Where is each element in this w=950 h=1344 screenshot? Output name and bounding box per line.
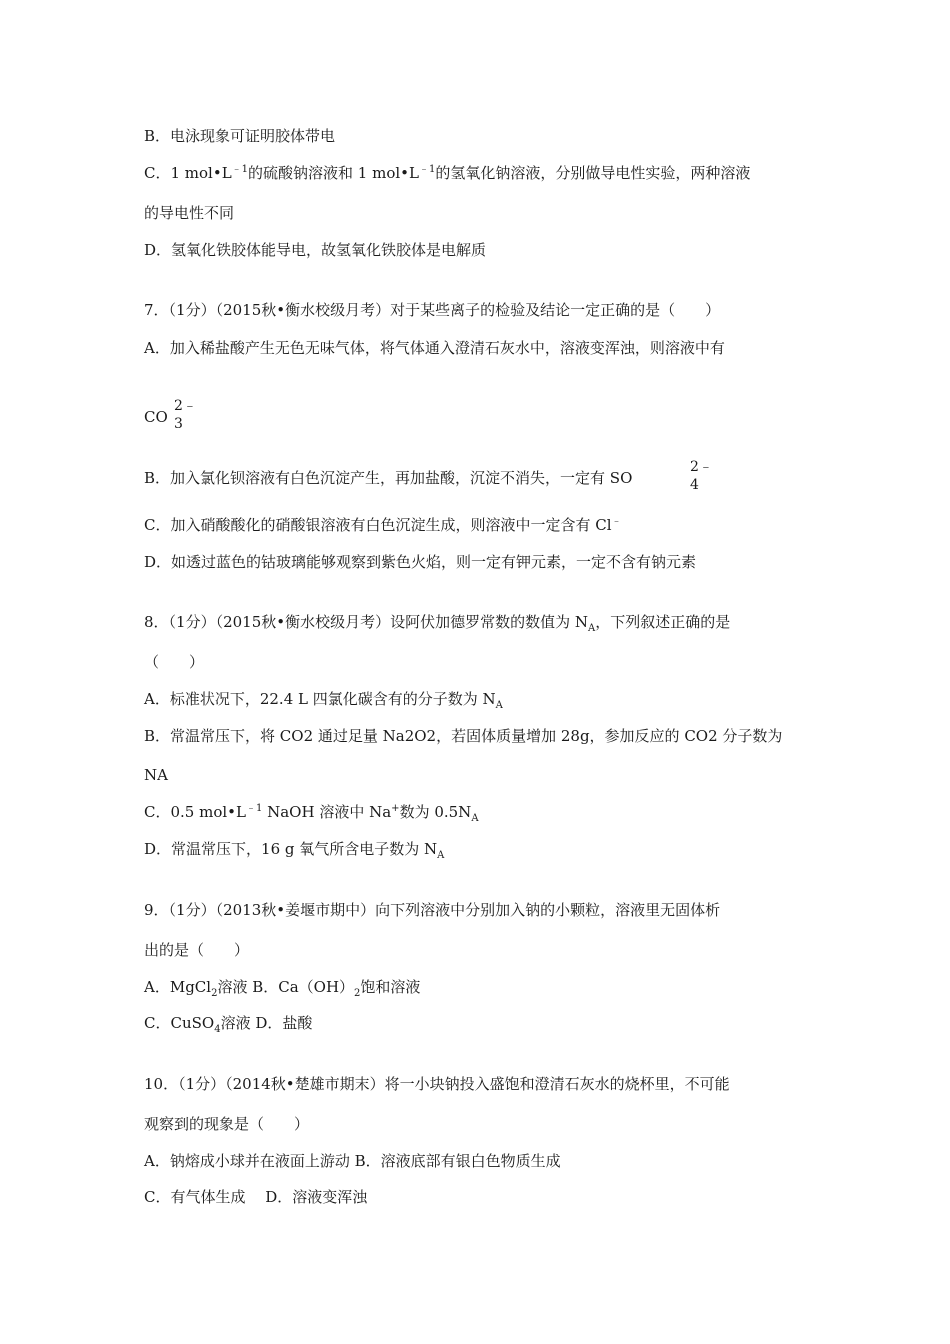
q7-option-a-subscript: 3 bbox=[174, 416, 183, 432]
q8-option-b: B．常温常压下，将 CO2 通过足量 Na2O2，若固体质量增加 28g，参加反应的 CO2 分子数为 bbox=[144, 727, 783, 745]
q9-option-cd: C．CuSO$_4$溶液 D．盐酸 bbox=[144, 1014, 313, 1035]
q8-option-c: C．0.5 $mol•L^{﹣1}$ NaOH 溶液中 Na+数为 $0.5N_A$ bbox=[144, 803, 479, 824]
q7-option-b-charge: 2﹣ bbox=[690, 459, 713, 475]
q8-stem: 8．（1分）（2015秋•衡水校级月考）设阿伏加德罗常数的数值为 $N_A$，下列叙述正确的是 bbox=[144, 613, 731, 634]
q7-option-c: C．加入硝酸酸化的硝酸银溶液有白色沉淀生成，则溶液中一定含有 Cl﹣ bbox=[144, 516, 622, 534]
q10-option-cd: C．有气体生成 D．溶液变浑浊 bbox=[144, 1188, 368, 1206]
q10-stem-line2: 观察到的现象是（ ） bbox=[144, 1115, 310, 1133]
q8-option-a: A．标准状况下，22.4 L 四氯化碳含有的分子数为 $N_A$ bbox=[144, 690, 503, 711]
q9-stem: 9．（1分）（2013秋•姜堰市期中）向下列溶液中分别加入钠的小颗粒，溶液里无固体析 bbox=[144, 901, 721, 919]
q9-option-ab: A．MgCl$_2$溶液 B．$Ca(OH)_2$饱和溶液 bbox=[144, 978, 421, 999]
q6-option-c: C．1 $mol•L^{﹣1}$的硫酸钠溶液和 1 $mol•L^{﹣1}$的氢氧化钠溶液，分别做导电性实验，两种溶液 bbox=[144, 164, 751, 182]
q7-option-d: D．如透过蓝色的钴玻璃能够观察到紫色火焰，则一定有钾元素，一定不含有钠元素 bbox=[144, 553, 697, 571]
q6-option-c-line2: 的导电性不同 bbox=[144, 204, 235, 222]
q10-option-ab: A．钠熔成小球并在液面上游动 B．溶液底部有银白色物质生成 bbox=[144, 1152, 561, 1170]
q7-option-b: B．加入氯化钡溶液有白色沉淀产生，再加盐酸，沉淀不消失，一定有 SO bbox=[144, 469, 633, 487]
q7-option-a: A．加入稀盐酸产生无色无味气体，将气体通入澄清石灰水中，溶液变浑浊，则溶液中有 bbox=[144, 339, 725, 357]
q7-option-a-ion: CO bbox=[144, 408, 168, 426]
q6-option-b: B．电泳现象可证明胶体带电 bbox=[144, 127, 336, 145]
q6-option-d: D．氢氧化铁胶体能导电，故氢氧化铁胶体是电解质 bbox=[144, 241, 487, 259]
q8-option-b-line2: NA bbox=[144, 766, 168, 784]
q8-stem-line2: （ ） bbox=[144, 653, 205, 671]
q7-stem: 7．（1分）（2015秋•衡水校级月考）对于某些离子的检验及结论一定正确的是（ ） bbox=[144, 301, 721, 319]
q9-stem-line2: 出的是（ ） bbox=[144, 941, 250, 959]
q7-option-a-charge: 2﹣ bbox=[174, 398, 197, 414]
q7-option-b-subscript: 4 bbox=[690, 477, 699, 493]
q8-option-d: D．常温常压下，16 g 氧气所含电子数为 $N_A$ bbox=[144, 840, 445, 861]
q10-stem: 10．（1分）（2014秋•楚雄市期末）将一小块钠投入盛饱和澄清石灰水的烧杯里，不可能 bbox=[144, 1075, 730, 1093]
